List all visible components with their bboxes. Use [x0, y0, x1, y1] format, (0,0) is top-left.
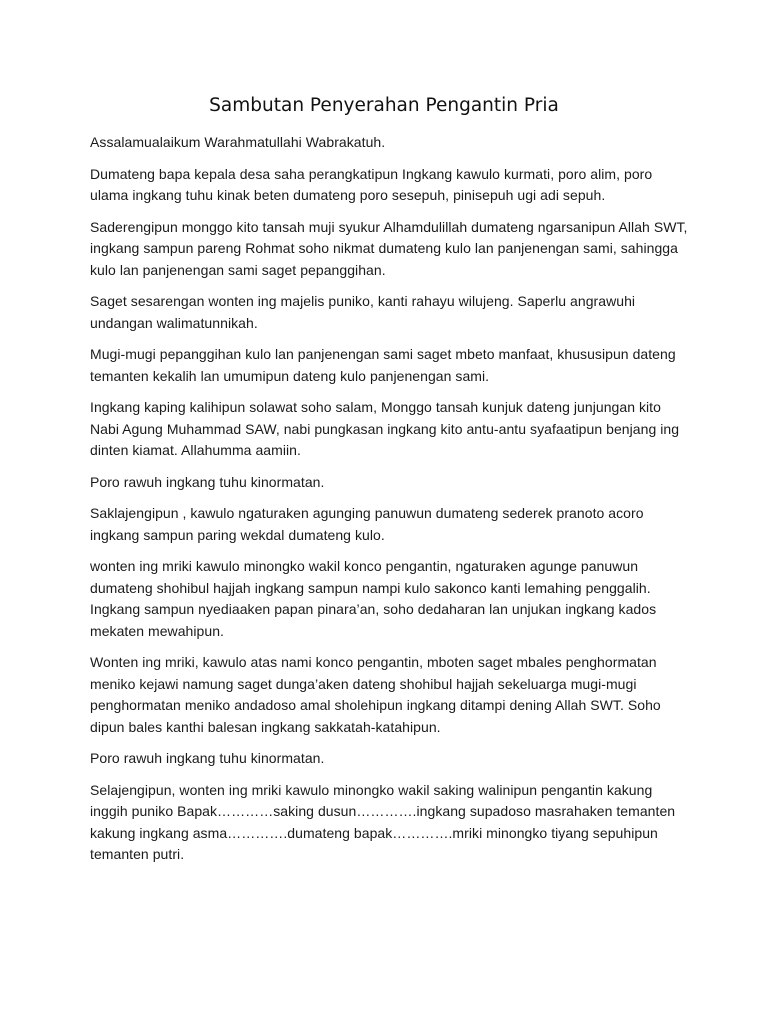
paragraph-line: Wonten ing mriki, kawulo atas nami konco pengantin, mboten saget mbales penghormatan: [90, 654, 657, 670]
paragraph-line: Assalamualaikum Warahmatullahi Wabrakatuh.: [90, 134, 386, 150]
paragraph-line: dipun bales kanthi balesan ingkang sakkatah-katahipun.: [90, 718, 441, 735]
paragraph-line: wonten ing mriki kawulo minongko wakil konco pengantin, ngaturaken agunge panuwun: [90, 558, 639, 574]
paragraph-greeting: [90, 132, 690, 154]
paragraph-gathering: [90, 291, 690, 334]
paragraph-line: mekaten mewahipun.: [90, 622, 224, 639]
paragraph-handover: [90, 780, 690, 866]
paragraph-line: Ingkang sampun nyediaaken papan pinara’an, soho dedaharan lan unjukan ingkang kados: [90, 601, 657, 617]
paragraph-gratitude: [90, 217, 690, 282]
paragraph-line: Saget sesarengan wonten ing majelis puniko, kanti rahayu wilujeng. Saperlu angrawuhi: [90, 293, 636, 309]
paragraph-line: Dumateng bapa kepala desa saha perangkatipun Ingkang kawulo kurmati, poro alim, poro: [90, 165, 653, 182]
paragraph-line: ingkang sampun pareng Rohmat soho nikmat dumateng kulo lan panjenengan sami, sahingga: [90, 240, 678, 256]
paragraph-thanks-host: [90, 556, 690, 642]
paragraph-line: Ingkang kaping kalihipun solawat soho salam, Monggo tansah kunjuk dateng junjungan kito: [90, 399, 661, 415]
paragraph-line: ingkang sampun paring wekdal dumateng kulo.: [90, 526, 385, 543]
paragraph-address: [90, 164, 690, 207]
paragraph-prayer: [90, 344, 690, 387]
paragraph-line: undangan walimatunnikah.: [90, 314, 258, 331]
paragraph-line: temanten kekalih lan umumipun dateng kulo panjenengan sami.: [90, 367, 490, 384]
paragraph-line: Saklajengipun , kawulo ngaturaken agunging panuwun dumateng sederek pranoto acoro: [90, 505, 644, 521]
paragraph-line: meniko kejawi namung saget dunga’aken dateng shohibul hajjah sekeluarga mugi-mugi: [90, 675, 637, 692]
paragraph-line: dinten kiamat. Allahumma aamiin.: [90, 442, 301, 458]
paragraph-line: Saderengipun monggo kito tansah muji syukur Alhamdulillah dumateng ngarsanipun Allah SWT,: [90, 218, 688, 235]
paragraph-honored-guests: [90, 472, 690, 494]
paragraph-line: kulo lan panjenengan sami saget pepanggihan.: [90, 261, 386, 278]
paragraph-line: kakung ingkang asma………….dumateng bapak………….mriki minongko tiyang sepuhipun: [90, 824, 658, 841]
paragraph-line: ulama ingkang tuhu kinak beten dumateng poro sesepuh, pinisepuh ugi adi sepuh.: [90, 187, 606, 203]
document-body: [90, 132, 690, 876]
paragraph-respect: [90, 652, 690, 738]
paragraph-line: dumateng shohibul hajjah ingkang sampun nampi kulo sakonco kanti lemahing penggalih.: [90, 579, 651, 596]
paragraph-line: inggih puniko Bapak…………saking dusun………….ingkang supadoso masrahaken temanten: [90, 803, 676, 819]
paragraph-honored-guests-2: [90, 748, 690, 770]
paragraph-line: temanten putri.: [90, 846, 185, 862]
paragraph-line: Selajengipun, wonten ing mriki kawulo minongko wakil saking walinipun pengantin kakung: [90, 781, 653, 798]
paragraph-line: Mugi-mugi pepanggihan kulo lan panjenengan sami saget mbeto manfaat, khususipun dateng: [90, 346, 676, 362]
document-title: Sambutan Penyerahan Pengantin Pria: [209, 95, 559, 116]
paragraph-line: penghormatan meniko andadoso amal sholehipun ingkang ditampi dening Allah SWT. Soho: [90, 697, 661, 713]
paragraph-thanks-mc: [90, 503, 690, 546]
paragraph-line: Nabi Agung Muhammad SAW, nabi pungkasan ingkang kito antu-antu syafaatipun benjang ing: [90, 420, 680, 437]
paragraph-salawat: [90, 397, 690, 462]
paragraph-line: Poro rawuh ingkang tuhu kinormatan.: [90, 473, 325, 490]
paragraph-line: Poro rawuh ingkang tuhu kinormatan.: [90, 750, 325, 766]
